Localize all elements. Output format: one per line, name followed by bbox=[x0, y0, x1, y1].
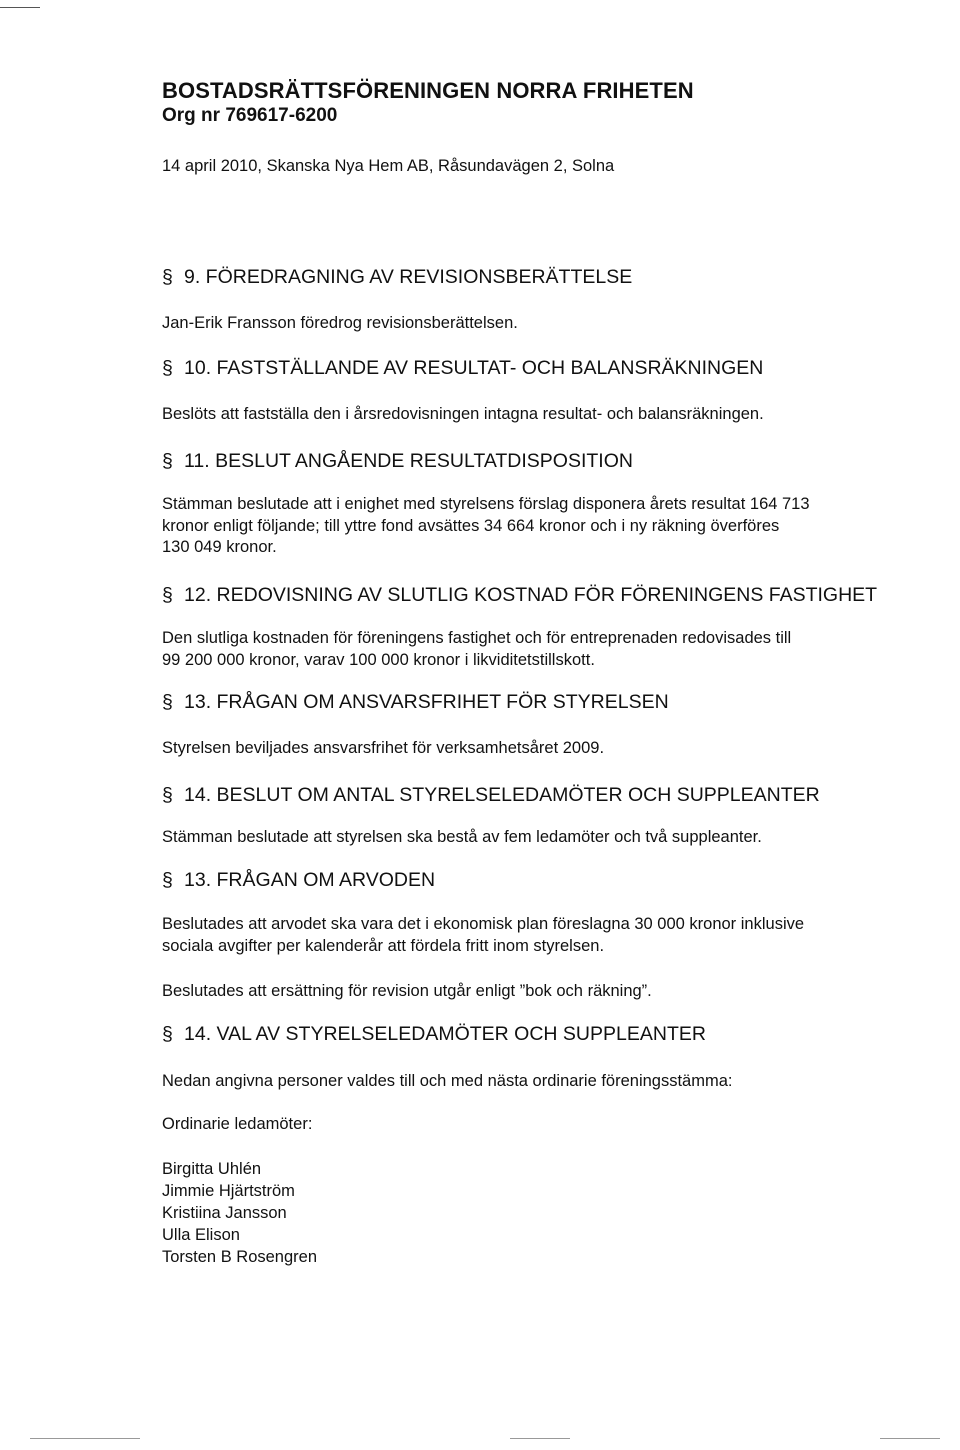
scan-bottom-mark bbox=[510, 1438, 570, 1440]
section-symbol: § bbox=[162, 1023, 173, 1045]
section-title: 14. VAL AV STYRELSELEDAMÖTER OCH SUPPLEANTER bbox=[184, 1023, 706, 1045]
section-symbol: § bbox=[162, 357, 173, 379]
section-symbol: § bbox=[162, 869, 173, 891]
section-paragraph: Beslöts att fastställa den i årsredovisningen intagna resultat- och balansräkningen. bbox=[162, 405, 764, 423]
section-title: 14. BESLUT OM ANTAL STYRELSELEDAMÖTER OCH SUPPLEANTER bbox=[184, 784, 820, 806]
section-title: 12. REDOVISNING AV SLUTLIG KOSTNAD FÖR FÖRENINGENS FASTIGHET bbox=[184, 584, 878, 606]
section-heading-13 bbox=[162, 690, 669, 714]
list-item: Torsten B Rosengren bbox=[162, 1248, 318, 1266]
section-title: 13. FRÅGAN OM ANSVARSFRIHET FÖR STYRELSEN bbox=[184, 691, 669, 713]
section-paragraph: Ordinarie ledamöter: bbox=[162, 1115, 313, 1133]
section-symbol: § bbox=[162, 266, 173, 288]
section-heading-11 bbox=[162, 449, 633, 473]
section-heading-10 bbox=[162, 356, 763, 380]
section-symbol: § bbox=[162, 784, 173, 806]
section-title: 11. BESLUT ANGÅENDE RESULTATDISPOSITION bbox=[184, 450, 633, 472]
section-paragraph: Stämman beslutade att styrelsen ska bestå av fem ledamöter och två suppleanter. bbox=[162, 828, 762, 846]
section-heading-12 bbox=[162, 583, 877, 607]
section-paragraph: Beslutades att ersättning för revision utgår enligt ”bok och räkning”. bbox=[162, 982, 652, 1000]
section-paragraph: Den slutliga kostnaden för föreningens fastighet och för entreprenaden redovisades till 99 200 000 kronor, varav 100 000 kronor i likviditetstillskott. bbox=[162, 629, 792, 669]
organization-name: BOSTADSRÄTTSFÖRENINGEN NORRA FRIHETEN bbox=[162, 78, 694, 103]
member-list bbox=[162, 1158, 317, 1268]
section-paragraph: Nedan angivna personer valdes till och med nästa ordinarie föreningsstämma: bbox=[162, 1072, 733, 1090]
organization-number: Org nr 769617-6200 bbox=[162, 105, 338, 126]
list-item: Birgitta Uhlén bbox=[162, 1160, 262, 1178]
section-paragraph: Stämman beslutade att i enighet med styrelsens förslag disponera årets resultat 164 713 kronor enligt följande; till yttre fond avsättes 34 664 kronor och i ny räkning överföres 130 049 kronor. bbox=[162, 495, 810, 556]
section-symbol: § bbox=[162, 691, 173, 713]
section-heading-arvoden bbox=[162, 868, 435, 892]
list-item: Jimmie Hjärtström bbox=[162, 1182, 295, 1200]
scan-bottom-mark bbox=[880, 1438, 940, 1440]
section-heading-9 bbox=[162, 265, 632, 289]
list-item: Ulla Elison bbox=[162, 1226, 240, 1244]
section-title: 10. FASTSTÄLLANDE AV RESULTAT- OCH BALANSRÄKNINGEN bbox=[184, 357, 764, 379]
section-title: 13. FRÅGAN OM ARVODEN bbox=[184, 869, 436, 891]
section-paragraph: Styrelsen beviljades ansvarsfrihet för verksamhetsåret 2009. bbox=[162, 739, 605, 757]
document-header bbox=[162, 78, 694, 176]
meeting-info: 14 april 2010, Skanska Nya Hem AB, Råsundavägen 2, Solna bbox=[162, 157, 615, 175]
section-paragraph: Beslutades att arvodet ska vara det i ekonomisk plan föreslagna 30 000 kronor inklusive sociala avgifter per kalenderår att fördela fritt inom styrelsen. bbox=[162, 915, 805, 955]
scan-corner-mark bbox=[0, 7, 40, 8]
section-title: 9. FÖREDRAGNING AV REVISIONSBERÄTTELSE bbox=[184, 266, 633, 288]
scan-bottom-mark bbox=[30, 1438, 140, 1440]
section-symbol: § bbox=[162, 584, 173, 606]
section-symbol: § bbox=[162, 450, 173, 472]
section-heading-val bbox=[162, 1022, 706, 1046]
section-paragraph: Jan-Erik Fransson föredrog revisionsberättelsen. bbox=[162, 314, 518, 332]
list-item: Kristiina Jansson bbox=[162, 1204, 287, 1222]
section-heading-14 bbox=[162, 783, 820, 807]
